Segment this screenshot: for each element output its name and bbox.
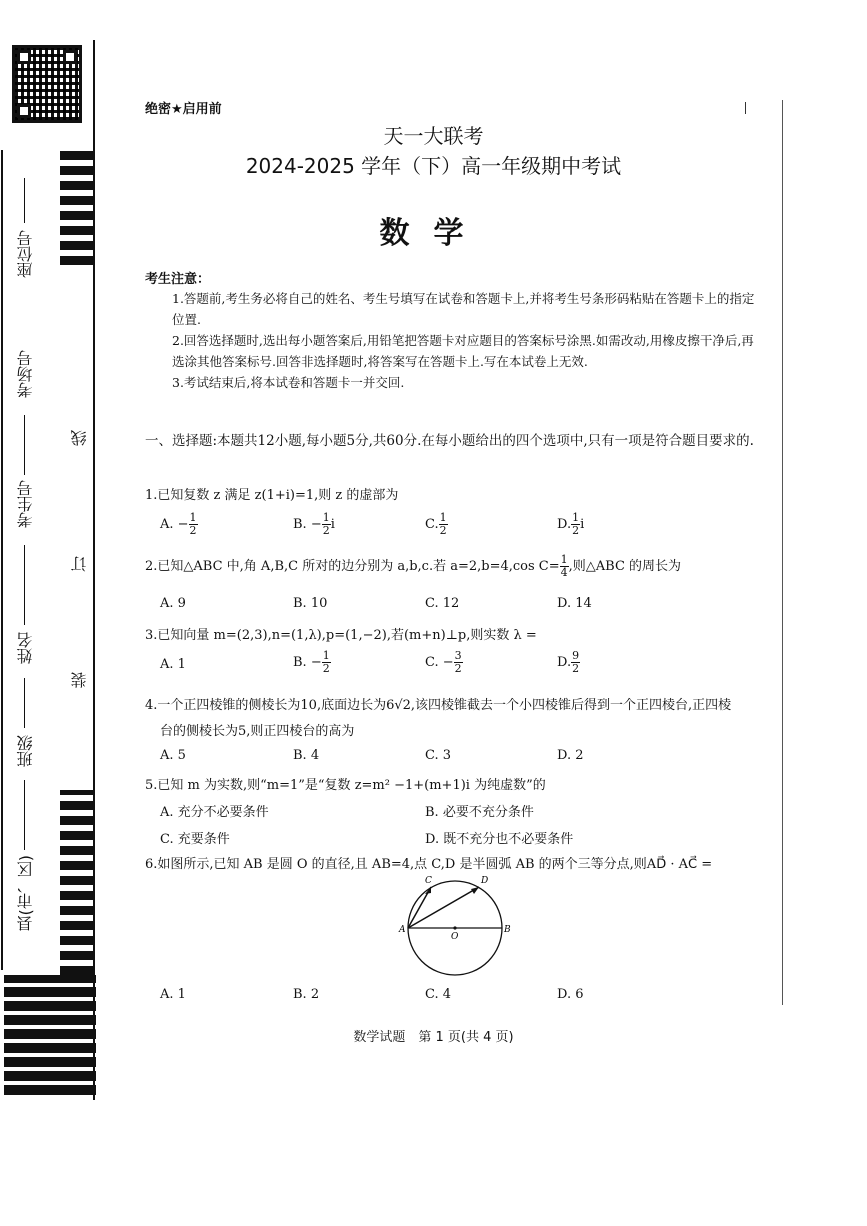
question-5-option-d: D. 既不充分也不必要条件 <box>425 832 574 847</box>
question-5-stem: 5.已知 m 为实数,则“m=1”是“复数 z=m² −1+(m+1)i 为纯虚数”的 <box>145 778 546 793</box>
binding-border-line <box>93 40 95 1100</box>
question-3-option-d: D. $\frac{9}{2}$ <box>557 649 580 675</box>
name-label: 姓名 <box>16 632 35 664</box>
page-tick-mark <box>745 102 746 114</box>
question-4-option-a: A. 5 <box>160 748 186 763</box>
question-2-option-a: A. 9 <box>160 596 186 611</box>
exam-room-blank <box>24 415 25 475</box>
question-5-option-b: B. 必要不充分条件 <box>425 805 534 820</box>
question-1-option-b: B. − $\frac{1}{2}$ i <box>293 511 335 537</box>
question-4-option-d: D. 2 <box>557 748 584 763</box>
confidential-mark: 绝密★启用前 <box>145 102 222 117</box>
label-o: O <box>451 932 459 942</box>
binding-mark-zhuang: 装 <box>70 672 89 688</box>
question-2-option-d: D. 14 <box>557 596 592 611</box>
class-label: 班级 <box>16 735 35 767</box>
binding-mark-ding: 订 <box>70 556 89 572</box>
left-edge-line <box>1 150 3 970</box>
exam-organizer: 天一大联考 <box>383 124 484 148</box>
question-5-option-c: C. 充要条件 <box>160 832 230 847</box>
seat-number-label: 座位号 <box>16 230 35 278</box>
question-1-option-a: A. − $\frac{1}{2}$ <box>160 511 197 537</box>
barcode-strip-middle <box>60 790 94 975</box>
page-footer: 数学试题 第 1 页(共 4 页) <box>353 1030 514 1045</box>
question-5-option-a: A. 充分不必要条件 <box>160 805 269 820</box>
label-a: A <box>399 925 406 935</box>
binding-mark-xian: 线 <box>70 430 89 446</box>
question-6-option-c: C. 4 <box>425 987 452 1002</box>
candidate-number-label: 考生号 <box>16 480 35 528</box>
question-6-option-a: A. 1 <box>160 987 186 1002</box>
section-intro: 一、选择题:本题共12小题,每小题5分,共60分.在每小题给出的四个选项中,只有一项是符合题目要求的. <box>145 433 754 449</box>
question-1-stem: 1.已知复数 z 满足 z(1+i)=1,则 z 的虚部为 <box>145 488 399 503</box>
question-4-stem-line1: 4.一个正四棱锥的侧棱长为10,底面边长为6√2,该四棱锥截去一个小四棱锥后得到一个正四棱台,正四棱 <box>145 698 732 713</box>
circle-figure <box>398 872 518 982</box>
exam-title: 2024-2025 学年（下）高一年级期中考试 <box>245 154 622 178</box>
question-2-option-b: B. 10 <box>293 596 328 611</box>
notice-item-3: 3.考试结束后,将本试卷和答题卡一并交回. <box>172 375 405 390</box>
notice-item-2: 2.回答选择题时,选出每小题答案后,用铅笔把答题卡对应题目的答案标号涂黑.如需改动,用橡皮擦干净后,再选涂其他答案标号.回答非选择题时,将答案写在答题卡上.写在本试卷上无效. <box>172 333 754 369</box>
qr-code <box>12 45 82 123</box>
question-3-option-b: B. − $\frac{1}{2}$ <box>293 649 330 675</box>
subject-title: 数学 <box>379 216 488 251</box>
qr-finder-icon <box>17 50 31 64</box>
qr-finder-icon <box>63 50 77 64</box>
label-d: D <box>481 876 489 886</box>
question-2-stem: 2.已知△ABC 中,角 A,B,C 所对的边分别为 a,b,c.若 a=2,b=4,cos C= $\frac{1}{4}$ ,则△ABC 的周长为 <box>145 553 682 579</box>
county-label: 县(市、区) <box>16 855 35 932</box>
qr-finder-icon <box>17 104 31 118</box>
candidate-number-blank <box>24 545 25 625</box>
question-6-stem: 6.如图所示,已知 AB 是圆 O 的直径,且 AB=4,点 C,D 是半圆弧 AB 的两个三等分点,则AD⃗ · AC⃗ = <box>145 857 713 872</box>
arrowhead-d-icon <box>471 887 479 894</box>
question-3-option-c: C. − $\frac{3}{2}$ <box>425 649 462 675</box>
notice-item-1: 1.答题前,考生务必将自己的姓名、考生号填写在试卷和答题卡上,并将考生号条形码粘贴在答题卡上的指定位置. <box>172 291 755 327</box>
exam-room-label: 考场号 <box>16 350 35 398</box>
label-b: B <box>504 925 511 935</box>
question-2-option-c: C. 12 <box>425 596 460 611</box>
question-4-option-c: C. 3 <box>425 748 452 763</box>
notice-heading: 考生注意： <box>145 272 211 287</box>
class-blank <box>24 780 25 850</box>
question-4-option-b: B. 4 <box>293 748 320 763</box>
question-6-option-b: B. 2 <box>293 987 320 1002</box>
question-4-stem-line2: 台的侧棱长为5,则正四棱台的高为 <box>160 724 355 739</box>
center-dot <box>453 926 456 929</box>
question-3-stem: 3.已知向量 m=(2,3),n=(1,λ),p=(1,−2),若(m+n)⊥p,则实数 λ = <box>145 628 537 643</box>
name-blank <box>24 678 25 728</box>
question-1-option-d: D. $\frac{1}{2}$ i <box>557 511 585 537</box>
question-1-option-c: C. $\frac{1}{2}$ <box>425 511 447 537</box>
question-6-option-d: D. 6 <box>557 987 584 1002</box>
question-3-option-a: A. 1 <box>160 657 186 672</box>
label-c: C <box>425 876 432 886</box>
